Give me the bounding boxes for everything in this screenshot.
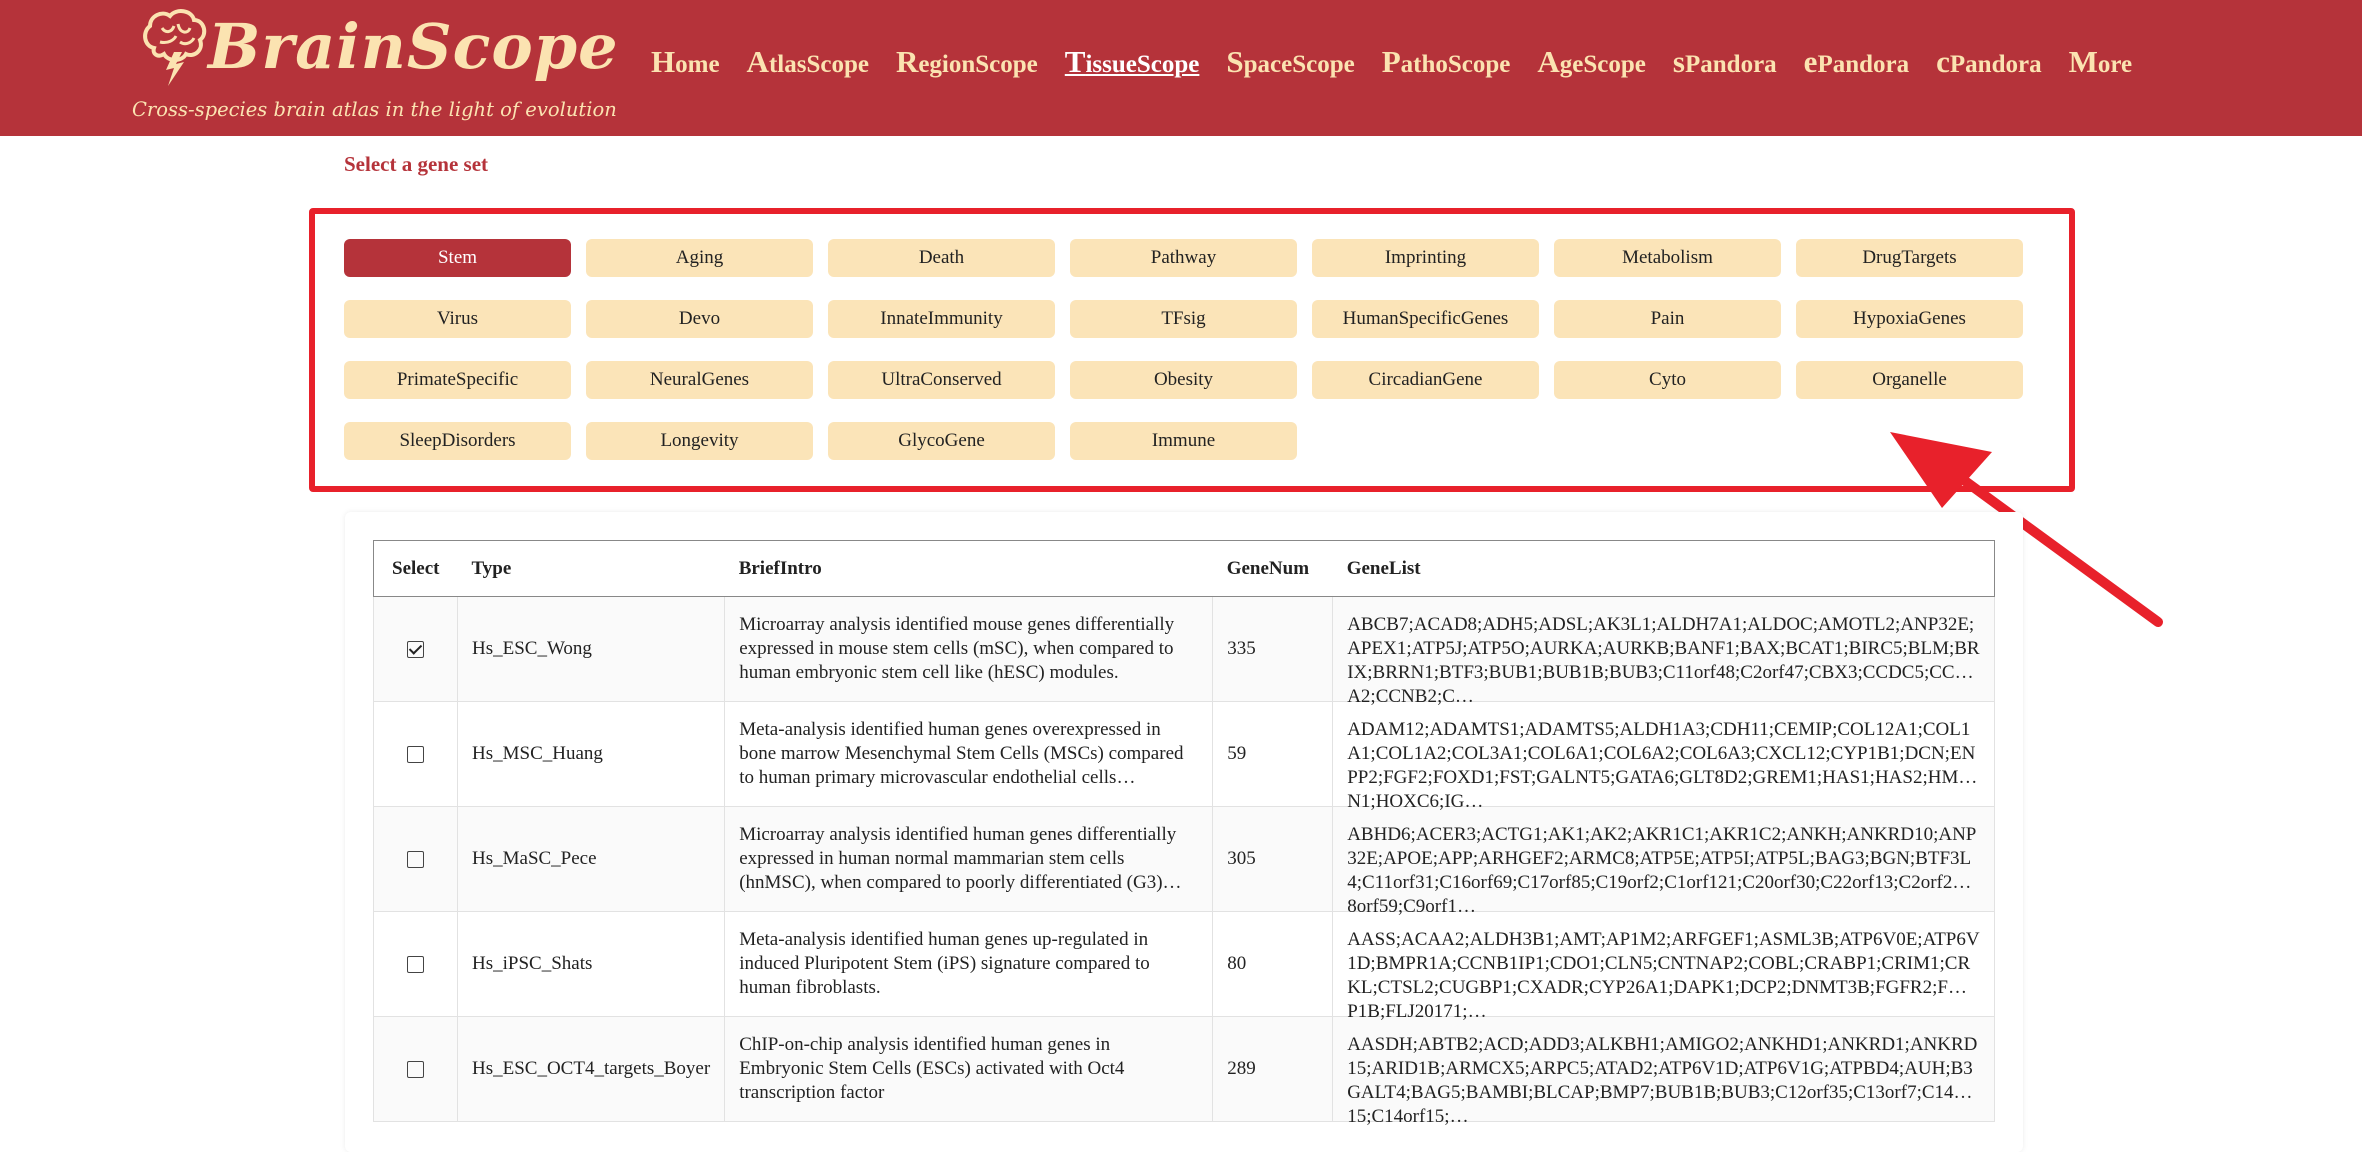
logo-subtitle: Cross-species brain atlas in the light of evolution [132,98,617,121]
briefintro-cell [725,702,1213,807]
column-header-genelist: GeneList [1333,541,1995,597]
checkbox-icon[interactable] [407,746,424,763]
column-header-type: Type [458,541,725,597]
nav-item-label: Pandora [1684,51,1777,78]
type-cell: Hs_MSC_Huang [458,702,725,807]
briefintro-cell-text: Microarray analysis identified mouse genes differentially expressed in mouse stem cells (mSC), when compared to human embryonic stem cell like (hESC) modules. [739,614,1175,683]
genelist-cell-text: ABCB7;ACAD8;ADH5;ADSL;AK3L1;ALDH7A1;ALDOC;AMOTL2;ANP32E;APEX1;ATP5J;ATP5O;AURKA;AURKB;BANF1;BAX;BCAT1;BIRC5;BLM;BRIX;BRRN1;BTF3;BUB1;BUB1B;BUB3;C11orf48;C2orf47;CBX3;CCDC5;CCNA2;CCNB2;C… [1347,614,1980,707]
nav-item-agescope[interactable] [1537,44,1646,80]
briefintro-cell [725,1017,1213,1122]
logo-title: BrainScope [208,10,619,83]
gene-set-death-button[interactable]: Death [828,239,1055,277]
nav-item-initial: A [1537,44,1560,79]
brain-lightning-icon [140,8,210,88]
nav-item-initial: M [2068,44,2098,79]
column-header-select: Select [374,541,458,597]
nav-item-home[interactable] [651,44,720,80]
table-header-row [374,541,1995,597]
briefintro-cell-text: ChIP-on-chip analysis identified human genes in Embryonic Stem Cells (ESCs) activated with Oct4 transcription factor [739,1034,1125,1103]
briefintro-cell-text: Microarray analysis identified human genes differentially expressed in human normal mammarian stem cells (hnMSC), when compared to poorly differentiated (G3)… [739,824,1182,893]
select-cell [374,1017,458,1122]
nav-item-cpandora[interactable] [1936,44,2041,80]
nav-item-more[interactable] [2069,44,2133,80]
gene-set-neuralgenes-button[interactable]: NeuralGenes [586,361,813,399]
gene-set-drugtargets-button[interactable]: DrugTargets [1796,239,2023,277]
nav-item-label: athoScope [1400,51,1511,78]
genelist-cell [1333,807,1995,917]
gene-set-metabolism-button[interactable]: Metabolism [1554,239,1781,277]
table-row [374,912,1995,1017]
gene-set-longevity-button[interactable]: Longevity [586,422,813,460]
checkbox-icon[interactable] [407,851,424,868]
checkbox-icon[interactable] [407,1061,424,1078]
gene-set-imprinting-button[interactable]: Imprinting [1312,239,1539,277]
gene-set-pain-button[interactable]: Pain [1554,300,1781,338]
gene-set-selector [344,239,2024,460]
gene-set-primatespecific-button[interactable]: PrimateSpecific [344,361,571,399]
gene-set-virus-button[interactable]: Virus [344,300,571,338]
table-row [374,1017,1995,1122]
nav-item-initial: P [1381,44,1401,79]
site-header [0,0,2362,136]
gene-set-stem-button[interactable]: Stem [344,239,571,277]
genenum-cell: 335 [1213,597,1333,702]
genelist-cell [1333,912,1995,1022]
nav-item-initial: R [895,44,919,79]
nav-item-spandora[interactable] [1673,44,1777,80]
nav-item-label: egionScope [918,51,1038,78]
genelist-cell [1333,702,1995,812]
select-cell [374,912,458,1017]
nav-item-label: ore [2097,51,2133,78]
briefintro-cell [725,807,1213,912]
type-cell: Hs_ESC_Wong [458,597,725,702]
nav-item-label: issueScope [1085,51,1200,78]
table-row [374,807,1995,912]
genenum-cell: 305 [1213,807,1333,912]
briefintro-cell-text: Meta-analysis identified human genes overexpressed in bone marrow Mesenchymal Stem Cells (MSCs) compared to human primary microvascular endothelial cells… [739,719,1184,788]
nav-item-initial: H [651,44,676,79]
gene-set-glycogene-button[interactable]: GlycoGene [828,422,1055,460]
column-header-briefintro: BriefIntro [725,541,1213,597]
nav-item-epandora[interactable] [1804,44,1909,80]
nav-item-pathoscope[interactable] [1382,44,1511,80]
table-row [374,597,1995,702]
briefintro-cell [725,912,1213,1017]
nav-item-initial: e [1803,44,1818,79]
table-row [374,702,1995,807]
gene-set-cyto-button[interactable]: Cyto [1554,361,1781,399]
gene-set-obesity-button[interactable]: Obesity [1070,361,1297,399]
type-cell: Hs_iPSC_Shats [458,912,725,1017]
nav-item-initial: A [746,44,769,79]
logo[interactable] [130,6,619,130]
type-cell: Hs_MaSC_Pece [458,807,725,912]
gene-set-ultraconserved-button[interactable]: UltraConserved [828,361,1055,399]
gene-set-hypoxiagenes-button[interactable]: HypoxiaGenes [1796,300,2023,338]
gene-set-immune-button[interactable]: Immune [1070,422,1297,460]
genelist-cell-text: AASDH;ABTB2;ACD;ADD3;ALKBH1;AMIGO2;ANKHD1;ANKRD1;ANKRD15;ARID1B;ARMCX5;ARPC5;ATAD2;ATP6V1D;ATP6V1G;ATPBD4;AUH;B3GALT4;BAG5;BAMBI;BLCAP;BMP7;BUB1B;BUB3;C12orf35;C13orf7;C14orf15;C14orf15;… [1347,1034,1978,1127]
genelist-cell [1333,1017,1995,1127]
nav-item-label: Pandora [1817,51,1910,78]
nav-item-label: ome [675,51,720,78]
gene-set-organelle-button[interactable]: Organelle [1796,361,2023,399]
checkbox-icon[interactable] [407,956,424,973]
briefintro-cell [725,597,1213,702]
nav-item-tissuescope[interactable] [1065,44,1200,80]
genenum-cell: 59 [1213,702,1333,807]
nav-item-initial: T [1064,44,1086,79]
select-cell [374,807,458,912]
genelist-cell-text: AASS;ACAA2;ALDH3B1;AMT;AP1M2;ARFGEF1;ASML3B;ATP6V0E;ATP6V1D;BMPR1A;CCNB1IP1;CDO1;CLN5;CNTNAP2;COBL;CRABP1;CRIM1;CRKL;CTSL2;CUGBP1;CXADR;CYP26A1;DAPK1;DCP2;DNMT3B;FGFR2;FKBP1B;FLJ20171;… [1347,929,1980,1022]
gene-set-devo-button[interactable]: Devo [586,300,813,338]
nav-item-initial: S [1226,44,1244,79]
type-cell: Hs_ESC_OCT4_targets_Boyer [458,1017,725,1122]
checkbox-icon[interactable] [407,641,424,658]
nav-item-label: geScope [1559,51,1646,78]
nav-item-initial: s [1672,44,1685,79]
nav-item-label: Pandora [1949,51,2042,78]
gene-set-circadiangene-button[interactable]: CircadianGene [1312,361,1539,399]
main-nav [651,44,2132,92]
gene-set-aging-button[interactable]: Aging [586,239,813,277]
gene-set-innateimmunity-button[interactable]: InnateImmunity [828,300,1055,338]
nav-item-label: tlasScope [768,51,869,78]
gene-set-sleepdisorders-button[interactable]: SleepDisorders [344,422,571,460]
gene-set-pathway-button[interactable]: Pathway [1070,239,1297,277]
gene-set-humanspecificgenes-button[interactable]: HumanSpecificGenes [1312,300,1539,338]
select-cell [374,702,458,807]
gene-set-tfsig-button[interactable]: TFsig [1070,300,1297,338]
nav-item-regionscope[interactable] [896,44,1038,80]
nav-item-label: paceScope [1243,51,1355,78]
genenum-cell: 80 [1213,912,1333,1017]
section-title: Select a gene set [344,152,489,176]
nav-item-initial: c [1936,44,1950,79]
briefintro-cell-text: Meta-analysis identified human genes up-regulated in induced Pluripotent Stem (iPS) signature compared to human fibroblasts. [739,929,1150,998]
select-cell [374,597,458,702]
gene-set-table [373,540,1995,1127]
nav-item-atlasscope[interactable] [747,44,869,80]
genenum-cell: 289 [1213,1017,1333,1122]
nav-item-spacescope[interactable] [1226,44,1354,80]
genelist-cell [1333,597,1995,707]
column-header-genenum: GeneNum [1213,541,1333,597]
genelist-cell-text: ADAM12;ADAMTS1;ADAMTS5;ALDH1A3;CDH11;CEMIP;COL12A1;COL1A1;COL1A2;COL3A1;COL6A1;COL6A2;COL6A3;CXCL12;CYP1B1;DCN;ENPP2;FGF2;FOXD1;FST;GALNT5;GATA6;GLT8D2;GREM1;HAS1;HAS2;HMCN1;HOXC6;IG… [1347,719,1976,812]
genelist-cell-text: ABHD6;ACER3;ACTG1;AK1;AK2;AKR1C1;AKR1C2;ANKH;ANKRD10;ANP32E;APOE;APP;ARHGEF2;ARMC8;ATP5E;ATP5I;ATP5L;BAG3;BGN;BTF3L4;C11orf31;C16orf69;C17orf85;C19orf2;C1orf121;C20orf30;C22orf13;C2orf24;C8orf59;C9orf1… [1347,824,1980,917]
